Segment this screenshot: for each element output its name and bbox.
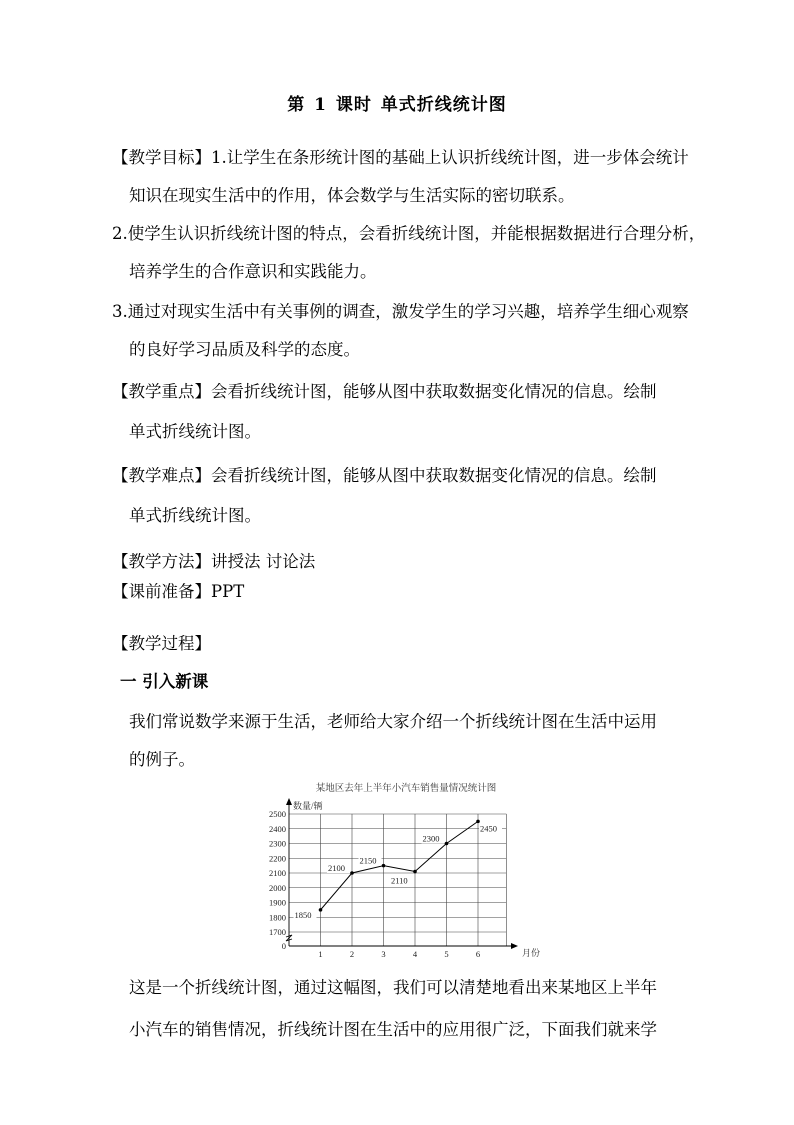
chart-data-point [445,842,449,846]
teaching-process: 【教学过程】 [112,634,211,653]
chart-data-point [413,870,417,874]
chart-x-tick-label: 3 [381,949,386,959]
chart-y-tick-label: 1800 [269,912,286,923]
chart-title: 某地区去年上半年小汽车销售量情况统计图 [315,784,497,794]
key-points-line-1: 【教学重点】会看折线统计图，能够从图中获取数据变化情况的信息。绘制 [112,382,657,401]
chart-data-label: 2100 [328,863,345,873]
objectives-line-5: 3.通过对现实生活中有关事例的调查，激发学生的学习兴趣，培养学生细心观察 [112,302,689,321]
objectives-line-2: 知识在现实生活中的作用，体会数学与生活实际的密切联系。 [129,186,575,205]
difficulties-line-1: 【教学难点】会看折线统计图，能够从图中获取数据变化情况的信息。绘制 [112,466,657,485]
chart-y-tick-label: 2000 [269,882,286,893]
chart-axis-break [286,935,292,941]
chart-data-point [350,871,354,875]
chart-x-tick-label: 5 [444,949,449,959]
difficulties-line-2: 单式折线统计图。 [129,506,261,525]
chart-y-tick-label: 1700 [269,927,286,937]
chart-data-label: 2110 [391,875,408,886]
explanation-line-2: 小汽车的销售情况，折线统计图在生活中的应用很广泛，下面我们就来学 [129,1020,657,1039]
chart-y-tick-label: 2100 [269,868,286,878]
chart-y-tick-label: 2200 [269,853,286,864]
objectives-line-3: 2.使学生认识折线统计图的特点，会看折线统计图，并能根据数据进行合理分析， [112,224,706,243]
chart-y-tick-label: 2300 [269,838,286,849]
chart-x-tick-label: 1 [318,949,323,959]
chart-data-label: 2300 [422,833,440,844]
chart-y-axis-arrow [286,798,292,805]
chart-x-axis-arrow [511,943,518,949]
intro-paragraph-line-2: 的例子。 [129,750,195,769]
chart-x-tick-label: 4 [412,949,418,959]
key-points-line-2: 单式折线统计图。 [129,422,261,441]
chart-x-tick-label: 6 [475,949,481,959]
chart-y-tick-label: 1900 [269,897,286,908]
chart-x-tick-label: 2 [349,949,355,959]
chart-data-label: 2450 [480,823,497,834]
explanation-line-1: 这是一个折线统计图，通过这幅图，我们可以清楚地看出来某地区上半年 [129,978,657,997]
intro-paragraph-line-1: 我们常说数学来源于生活，老师给大家介绍一个折线统计图在生活中运用 [129,712,657,731]
chart-data-point [382,864,386,868]
teaching-methods: 【教学方法】讲授法 讨论法 [112,552,316,571]
chart-y-tick-label: 2400 [269,823,286,834]
chart-y-tick-label: 0 [281,941,286,951]
chart-y-tick-label: 2500 [269,809,286,819]
section-heading: 一 引入新课 [120,672,209,691]
chart-xlabel: 月份 [522,948,541,958]
objectives-line-1: 【教学目标】1.让学生在条形统计图的基础上认识折线统计图，进一步体会统计 [112,148,689,167]
chart-data-label: 2150 [359,855,377,866]
objectives-line-4: 培养学生的合作意识和实践能力。 [129,262,377,281]
preparation: 【课前准备】PPT [112,582,245,601]
page-title: 第 1 课时 单式折线统计图 [287,95,507,115]
chart-ylabel: 数量/辆 [293,801,323,811]
chart-data-label: 1850 [294,909,312,920]
objectives-line-6: 的良好学习品质及科学的态度。 [129,340,360,359]
chart-data-point [319,908,323,912]
